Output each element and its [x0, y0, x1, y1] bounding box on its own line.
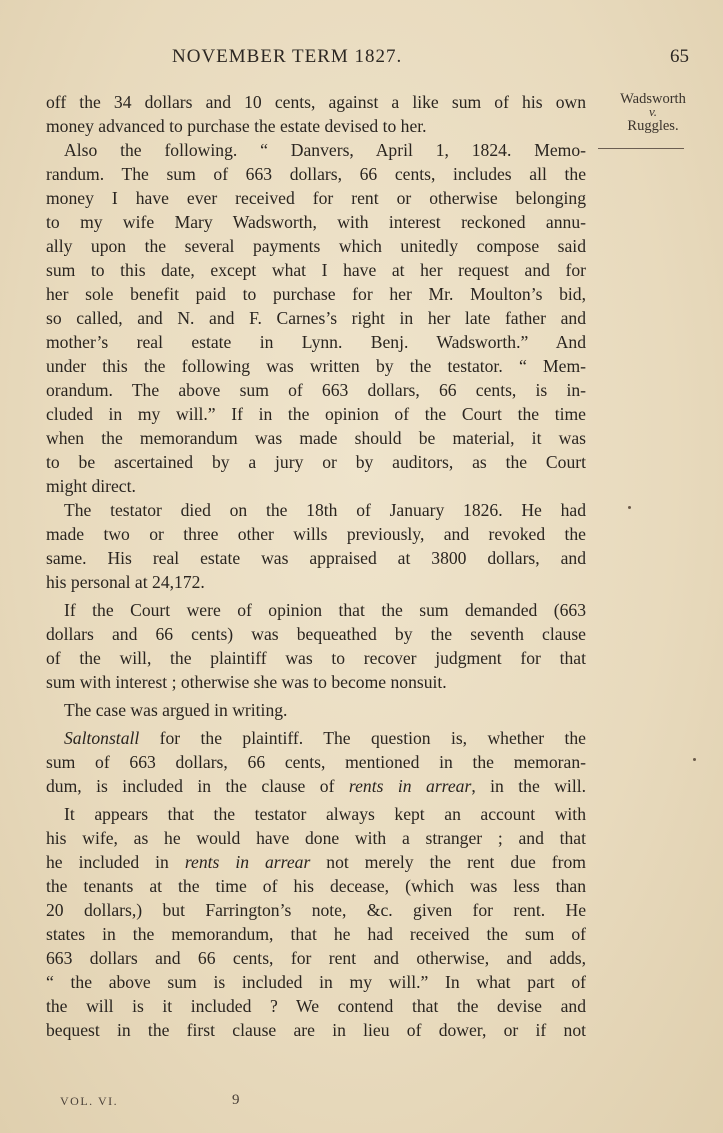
- text-line: 663 dollars and 66 cents, for rent and otherwise, and adds,: [46, 948, 586, 968]
- text-line: same. His real estate was appraised at 3800 dollars, and: [46, 548, 586, 568]
- text-line: cluded in my will.” If in the opinion of the Court the time: [46, 404, 586, 424]
- paper-speck: [628, 506, 631, 509]
- text-line: the will is it included ? We contend that the devise and: [46, 996, 586, 1016]
- text-line: his personal at 24,172.: [46, 572, 205, 592]
- text-line: of the will, the plaintiff was to recover judgment for that: [46, 648, 586, 668]
- page-number: 65: [670, 46, 689, 67]
- text-line: Saltonstall for the plaintiff. The question is, whether the: [64, 728, 586, 748]
- case-side-note: [598, 90, 708, 136]
- text-line: money advanced to purchase the estate devised to her.: [46, 116, 427, 136]
- text-line: states in the memorandum, that he had received the sum of: [46, 924, 586, 944]
- side-note-versus: v.: [648, 104, 658, 119]
- text-line: sum to this date, except what I have at her request and for: [46, 260, 586, 280]
- running-head: NOVEMBER TERM 1827.: [172, 46, 403, 67]
- text-line: orandum. The above sum of 663 dollars, 66 cents, is in-: [46, 380, 586, 400]
- text-line: 20 dollars,) but Farrington’s note, &c. given for rent. He: [46, 900, 586, 920]
- text-line: he included in rents in arrear not merely the rent due from: [46, 852, 586, 872]
- text-line: to my wife Mary Wadsworth, with interest reckoned annu-: [46, 212, 586, 232]
- text-line: If the Court were of opinion that the sum demanded (663: [64, 600, 586, 620]
- side-note-rule: [598, 148, 684, 149]
- text-line: her sole benefit paid to purchase for her Mr. Moulton’s bid,: [46, 284, 586, 304]
- text-line: The case was argued in writing.: [64, 700, 288, 720]
- side-note-party-2: Ruggles.: [627, 118, 679, 134]
- volume-signature: VOL. VI.: [60, 1094, 119, 1108]
- text-line: mother’s real estate in Lynn. Benj. Wadsworth.” And: [46, 332, 586, 352]
- italic-phrase: rents in arrear: [184, 852, 311, 872]
- side-note-party-1: Wadsworth: [620, 91, 686, 107]
- text-line: Also the following. “ Danvers, April 1, 1824. Memo-: [64, 140, 586, 160]
- text-line: off the 34 dollars and 10 cents, against a like sum of his own: [46, 92, 586, 112]
- text-line: It appears that the testator always kept an account with: [64, 804, 586, 824]
- italic-phrase: rents in arrear: [348, 776, 472, 796]
- paper-speck: [693, 758, 696, 761]
- text-line: dollars and 66 cents) was bequeathed by the seventh clause: [46, 624, 586, 644]
- text-line: so called, and N. and F. Carnes’s right in her late father and: [46, 308, 586, 328]
- text-line: sum with interest ; otherwise she was to become nonsuit.: [46, 672, 447, 692]
- page-header: [0, 46, 723, 76]
- text-line: the tenants at the time of his decease, (which was less than: [46, 876, 586, 896]
- body-text: [46, 90, 586, 1042]
- text-line: dum, is included in the clause of rents in arrear, in the will.: [46, 776, 586, 796]
- text-line: “ the above sum is included in my will.” In what part of: [46, 972, 586, 992]
- text-line: his wife, as he would have done with a stranger ; and that: [46, 828, 586, 848]
- sheet-number: 9: [232, 1092, 240, 1108]
- text-line: sum of 663 dollars, 66 cents, mentioned in the memoran-: [46, 752, 586, 772]
- text-line: might direct.: [46, 476, 136, 496]
- page-footer: [0, 1092, 723, 1116]
- text-line: to be ascertained by a jury or by auditors, as the Court: [46, 452, 586, 472]
- text-line: bequest in the first clause are in lieu of dower, or if not: [46, 1020, 586, 1040]
- text-line: made two or three other wills previously, and revoked the: [46, 524, 586, 544]
- text-line: randum. The sum of 663 dollars, 66 cents, includes all the: [46, 164, 586, 184]
- counsel-name: Saltonstall: [64, 728, 140, 748]
- text-line: when the memorandum was made should be material, it was: [46, 428, 586, 448]
- text-line: The testator died on the 18th of January 1826. He had: [64, 500, 586, 520]
- text-line: money I have ever received for rent or otherwise belonging: [46, 188, 586, 208]
- text-line: under this the following was written by the testator. “ Mem-: [46, 356, 586, 376]
- text-line: ally upon the several payments which unitedly compose said: [46, 236, 586, 256]
